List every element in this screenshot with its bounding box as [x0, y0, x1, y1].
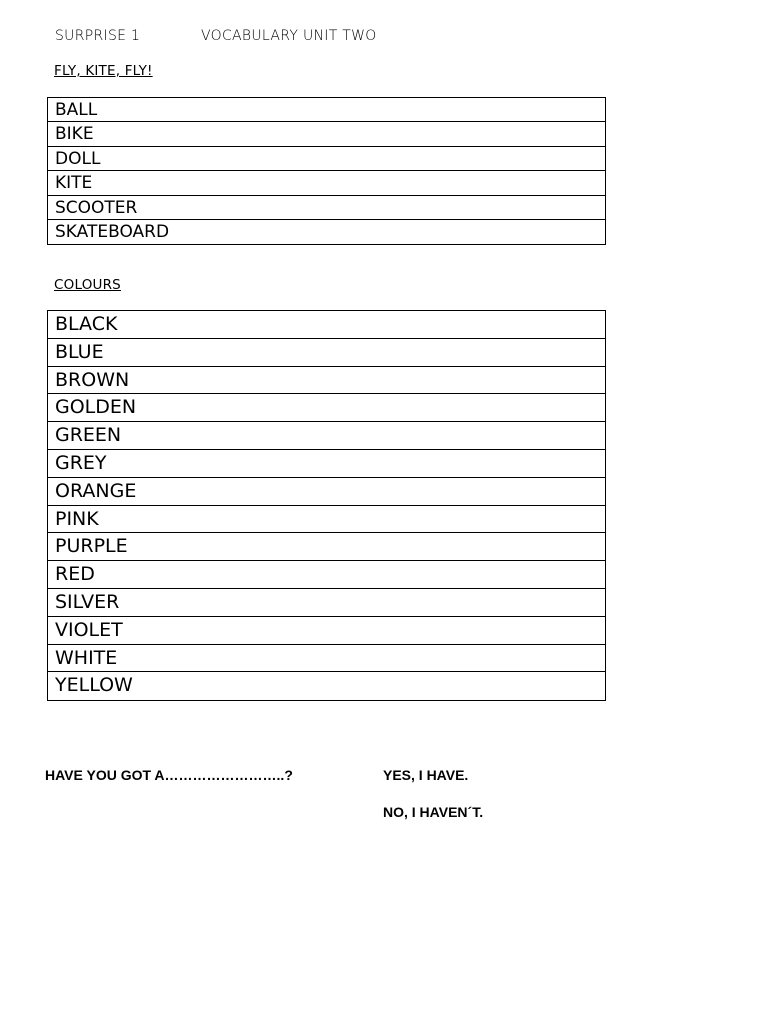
colour-row: BROWN — [48, 367, 605, 395]
toy-row: DOLL — [48, 147, 605, 171]
colour-row: GREY — [48, 450, 605, 478]
toy-row: BIKE — [48, 122, 605, 146]
colour-row: BLACK — [48, 311, 605, 339]
colour-row: SILVER — [48, 589, 605, 617]
colour-row: RED — [48, 561, 605, 589]
answer-no-phrase: NO, I HAVEN´T. — [383, 804, 484, 820]
worksheet-subtitle: SURPRISE 1 — [55, 28, 141, 44]
colour-row: ORANGE — [48, 478, 605, 506]
toy-row: SKATEBOARD — [55, 221, 170, 242]
colour-row: BLUE — [48, 339, 605, 367]
toys-section-title: FLY, KITE, FLY! — [54, 63, 153, 79]
toy-row: BALL — [48, 98, 605, 122]
colour-row: VIOLET — [48, 617, 605, 645]
colour-row: GREEN — [48, 422, 605, 450]
colours-section-title: COLOURS — [54, 277, 121, 293]
question-phrase: HAVE YOU GOT A……………………..? — [45, 767, 293, 783]
toy-row: KITE — [48, 171, 605, 195]
toys-vocabulary-table — [47, 97, 606, 245]
colour-row: PINK — [48, 506, 605, 534]
colour-row: WHITE — [48, 645, 605, 673]
toy-row: SCOOTER — [48, 196, 605, 220]
answer-yes-phrase: YES, I HAVE. — [383, 767, 469, 783]
colours-vocabulary-table — [47, 310, 606, 701]
worksheet-title: VOCABULARY UNIT TWO — [201, 28, 377, 44]
colour-row: GOLDEN — [48, 394, 605, 422]
colour-row: YELLOW — [55, 674, 133, 697]
colour-row: PURPLE — [48, 533, 605, 561]
